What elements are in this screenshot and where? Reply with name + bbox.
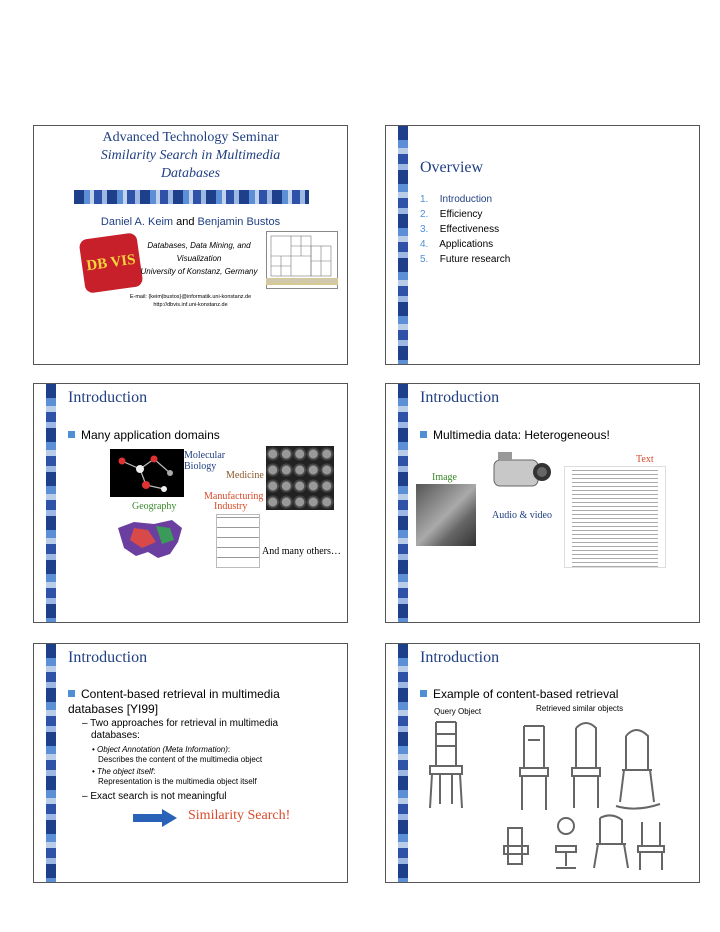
bullet-square-icon xyxy=(68,690,75,697)
slide-intro-content-based-title: Introduction xyxy=(68,649,148,666)
heterogeneous-bullet-text: Multimedia data: Heterogeneous! xyxy=(433,428,610,442)
label-audio-video: Audio & video xyxy=(492,510,552,521)
slide-title-heading: Advanced Technology Seminar xyxy=(102,130,279,145)
label-geography: Geography xyxy=(132,501,177,512)
decorative-bar xyxy=(398,384,408,622)
overview-item-label: Future research xyxy=(439,254,511,265)
slide-intro-heterogeneous-title: Introduction xyxy=(420,389,500,406)
overview-item-label: Introduction xyxy=(439,194,493,205)
university-name: Universität Konstanz xyxy=(267,278,337,285)
overview-item xyxy=(420,239,510,254)
similarity-search-conclusion: Similarity Search! xyxy=(188,808,291,823)
overview-item xyxy=(420,209,510,224)
label-image: Image xyxy=(432,472,457,483)
bullet-square-icon xyxy=(68,431,75,438)
label-medicine: Medicine xyxy=(226,470,264,481)
author-keim: Daniel A. Keim xyxy=(100,216,174,228)
content-based-bullet xyxy=(68,687,280,701)
subsub-annotation: • Object Annotation (Meta Information): xyxy=(92,745,231,754)
label-molecular: Molecular xyxy=(184,450,226,461)
text-document-image xyxy=(564,466,666,568)
slide-title-subtitle-1: Similarity Search in Multimedia xyxy=(100,148,281,163)
overview-item-label: Efficiency xyxy=(439,209,483,220)
contact-email: E-mail: {keim|bustos}@informatik.uni-konstanz.de xyxy=(129,294,252,300)
overview-item xyxy=(420,254,510,269)
decorative-bar xyxy=(398,644,408,882)
example-bullet xyxy=(420,687,618,701)
label-manufacturing: Manufacturing xyxy=(204,491,264,502)
author-and: and xyxy=(176,216,195,228)
camcorder-image xyxy=(490,450,552,494)
overview-item-num: 4. xyxy=(420,239,429,250)
slide-intro-example xyxy=(385,643,700,883)
chairs-illustration xyxy=(416,716,696,876)
medicine-image xyxy=(266,446,334,510)
overview-item-num: 1. xyxy=(420,194,429,205)
molecule-image xyxy=(110,449,184,497)
slide-title-authors xyxy=(34,216,347,228)
affiliation-3: University of Konstanz, Germany xyxy=(140,267,258,276)
decorative-bar xyxy=(46,644,56,882)
author-bustos: Benjamin Bustos xyxy=(197,216,281,228)
decorative-bar xyxy=(398,126,408,364)
sub-bullet-exact-text: Exact search is not meaningful xyxy=(90,791,227,802)
query-object-label: Query Object xyxy=(434,707,482,716)
label-biology: Biology xyxy=(184,461,217,472)
sub-bullet-exact: – Exact search is not meaningful xyxy=(82,791,227,802)
sub-bullet-approaches-line1: Two approaches for retrieval in multimedia xyxy=(90,718,279,729)
overview-item-label: Effectiveness xyxy=(439,224,500,235)
affiliation-2: Visualization xyxy=(176,254,222,263)
content-based-bullet-line1: Content-based retrieval in multimedia xyxy=(81,687,280,701)
overview-item-label: Applications xyxy=(439,239,494,250)
affiliation-1: Databases, Data Mining, and xyxy=(147,241,251,250)
overview-item xyxy=(420,224,510,239)
slide-title-subtitle-2: Databases xyxy=(160,166,221,181)
slide-overview-title: Overview xyxy=(420,159,484,176)
slide-overview xyxy=(385,125,700,365)
slide-intro-domains xyxy=(33,383,348,623)
domains-bullet xyxy=(68,428,220,442)
content-based-bullet-line2: databases [YI99] xyxy=(68,702,159,716)
slide-intro-domains-title: Introduction xyxy=(68,389,148,406)
subsub-object: • The object itself: xyxy=(92,767,156,776)
subsub-annotation-desc: Describes the content of the multimedia object xyxy=(98,755,263,764)
overview-item xyxy=(420,194,510,209)
subsub-annotation-title: Object Annotation (Meta Information) xyxy=(97,745,228,754)
slide-intro-example-title: Introduction xyxy=(420,649,500,666)
arrow-right-icon xyxy=(132,808,178,833)
overview-item-num: 5. xyxy=(420,254,429,265)
decorative-bar xyxy=(46,384,56,622)
bullet-square-icon xyxy=(420,690,427,697)
slide-intro-content-based xyxy=(33,643,348,883)
label-text: Text xyxy=(636,454,654,465)
sub-bullet-approaches: – Two approaches for retrieval in multimedia xyxy=(82,718,279,729)
overview-item-num: 3. xyxy=(420,224,429,235)
overview-item-num: 2. xyxy=(420,209,429,220)
manufacturing-image xyxy=(216,514,260,568)
bullet-square-icon xyxy=(420,431,427,438)
geography-map-image xyxy=(114,514,186,564)
title-divider-bar xyxy=(74,190,309,204)
slide-intro-heterogeneous xyxy=(385,383,700,623)
dbvis-logo-text: DB VIS xyxy=(85,251,137,274)
label-others: And many others… xyxy=(262,546,341,557)
sub-bullet-approaches-line2: databases: xyxy=(91,730,140,741)
overview-list xyxy=(420,194,510,269)
label-industry: Industry xyxy=(214,501,248,512)
example-bullet-text: Example of content-based retrieval xyxy=(433,687,619,701)
retrieved-objects-label: Retrieved similar objects xyxy=(536,704,624,713)
domains-bullet-text: Many application domains xyxy=(81,428,220,442)
lena-image xyxy=(416,484,476,546)
subsub-object-desc: Representation is the multimedia object itself xyxy=(98,777,257,786)
subsub-object-title: The object itself xyxy=(97,767,154,776)
contact-url: http://dbvis.inf.uni-konstanz.de xyxy=(153,302,228,308)
heterogeneous-bullet xyxy=(420,428,610,442)
slide-title xyxy=(33,125,348,365)
